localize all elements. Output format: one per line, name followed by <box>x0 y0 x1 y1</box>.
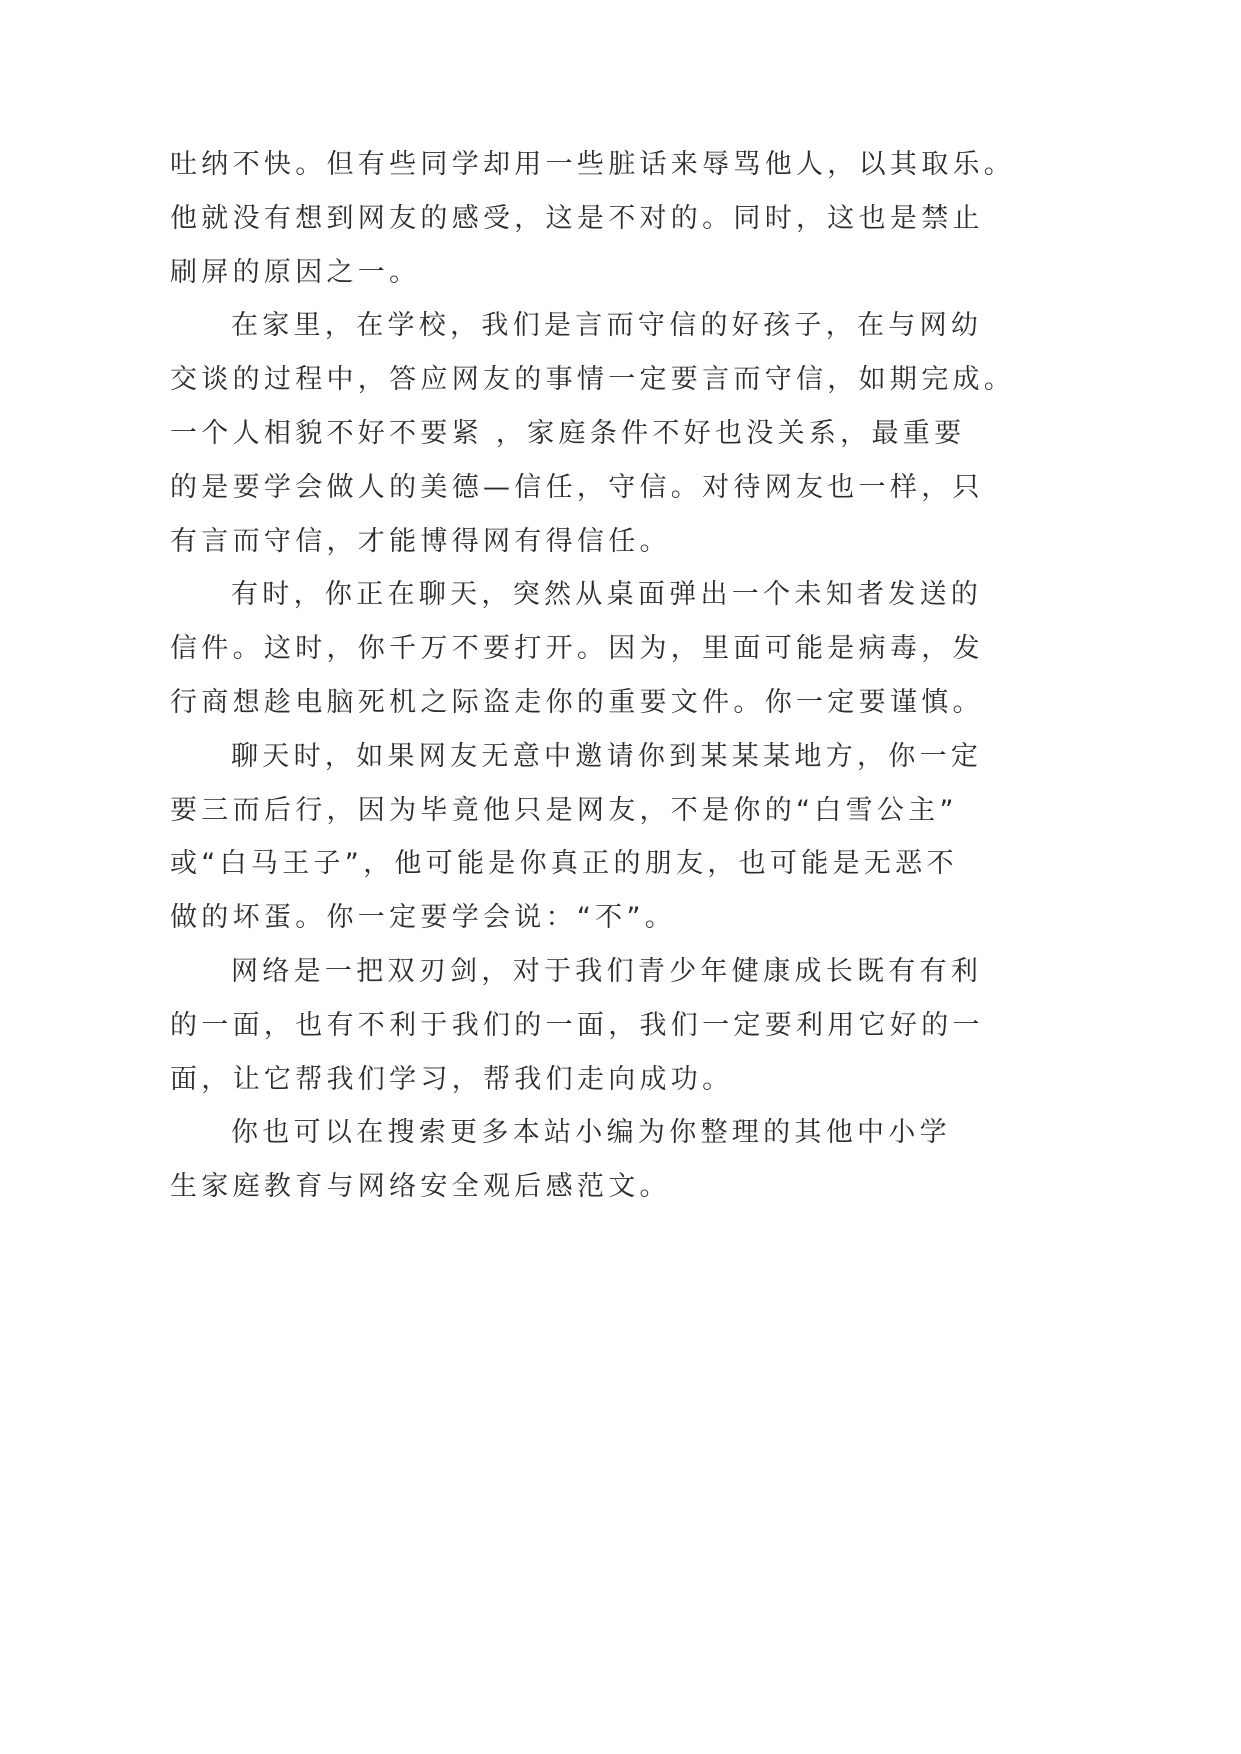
text-line: 行商想趁电脑死机之际盗走你的重要文件。你一定要谨慎。 <box>170 686 984 718</box>
text-line: 或“白马王子”，他可能是你真正的朋友，也可能是无恶不 <box>170 848 958 880</box>
text-line: 他就没有想到网友的感受，这是不对的。同时，这也是禁止 <box>170 202 984 234</box>
paragraph-3 <box>170 568 984 729</box>
text-line: 的是要学会做人的美德—信任，守信。对待网友也一样，只 <box>170 471 984 503</box>
text-line: 聊天时，如果网友无意中邀请你到某某某地方，你一定 <box>231 740 983 772</box>
text-line: 有言而守信，才能博得网有得信任。 <box>170 525 671 557</box>
text-line: 交谈的过程中，答应网友的事情一定要言而守信，如期完成。 <box>170 364 1016 396</box>
text-line: 你也可以在搜索更多本站小编为你整理的其他中小学 <box>231 1117 951 1149</box>
text-line: 要三而后行，因为毕竟他只是网友，不是你的“白雪公主” <box>170 794 958 826</box>
text-line: 刷屏的原因之一。 <box>170 256 421 288</box>
paragraph-6 <box>170 1106 951 1214</box>
text-line: 在家里，在学校，我们是言而守信的好孩子，在与网幼 <box>231 310 983 342</box>
document-body <box>170 138 1016 1214</box>
paragraph-5 <box>170 945 984 1106</box>
text-line: 的一面，也有不利于我们的一面，我们一定要利用它好的一 <box>170 1009 984 1041</box>
paragraph-4 <box>170 730 983 945</box>
paragraph-2 <box>170 299 1016 568</box>
text-line: 生家庭教育与网络安全观后感范文。 <box>170 1171 671 1203</box>
text-line: 信件。这时，你千万不要打开。因为，里面可能是病毒，发 <box>170 633 984 665</box>
text-line: 做的坏蛋。你一定要学会说：“不”。 <box>170 902 677 934</box>
text-line: 有时，你正在聊天，突然从桌面弹出一个未知者发送的 <box>231 579 983 611</box>
text-line: 一个人相貌不好不要紧 ，家庭条件不好也没关系，最重要 <box>170 417 966 449</box>
text-line: 面，让它帮我们学习，帮我们走向成功。 <box>170 1063 734 1095</box>
text-line: 网络是一把双刃剑，对于我们青少年健康成长既有有利 <box>231 955 983 987</box>
text-line: 吐纳不快。但有些同学却用一些脏话来辱骂他人，以其取乐。 <box>170 149 1016 180</box>
paragraph-1 <box>170 138 1016 299</box>
